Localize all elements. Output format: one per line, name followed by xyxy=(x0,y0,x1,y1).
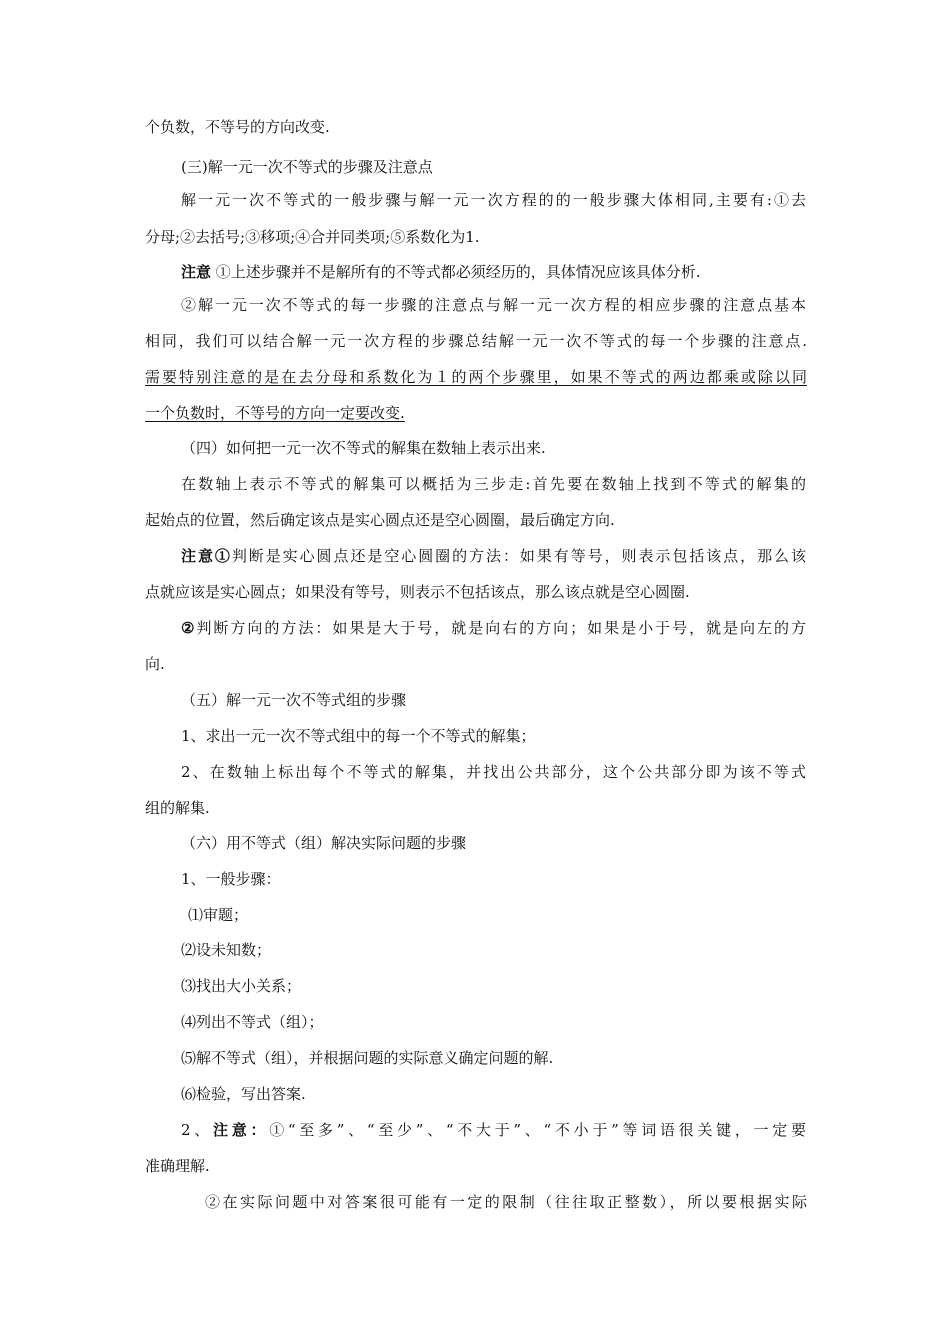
text: ⑴审题； xyxy=(188,906,249,924)
text: 判断是实心圆点还是空心圆圈的方法：如果有等号，则表示包括该点，那么该 xyxy=(231,547,806,565)
note-line xyxy=(181,546,806,566)
note-line xyxy=(181,618,806,638)
text: 一个负数时，不等号的方向一定要改变. xyxy=(145,404,405,422)
paragraph-line xyxy=(145,1156,815,1176)
paragraph-line xyxy=(145,227,815,247)
text: 向. xyxy=(145,655,165,673)
section-heading-6 xyxy=(181,833,851,853)
text: 个负数，不等号的方向改变. xyxy=(145,118,330,136)
paragraph-line xyxy=(181,474,806,494)
text: 相同，我们可以结合解一元一次方程的步骤总结解一元一次不等式的每一个步骤的注意点. xyxy=(145,332,807,350)
text: 1、求出一元一次不等式组中的每一个不等式的解集； xyxy=(181,727,536,745)
paragraph-line xyxy=(145,798,815,818)
text: ⑷列出不等式（组）； xyxy=(181,1013,324,1031)
text: ①上述步骤并不是解所有的不等式都必须经历的，具体情况应该具体分析. xyxy=(211,263,701,281)
underlined-line xyxy=(145,403,815,423)
note-line xyxy=(181,1120,806,1140)
section-heading-4 xyxy=(181,438,851,458)
list-item xyxy=(181,940,851,960)
text: 起始点的位置，然后确定该点是实心圆点还是空心圆圈，最后确定方向. xyxy=(145,511,615,529)
paragraph-line xyxy=(145,654,815,674)
text: （四）如何把一元一次不等式的解集在数轴上表示出来. xyxy=(181,439,546,457)
note-label: 注意 xyxy=(181,263,212,281)
text: 需要特别注意的是在去分母和系数化为１的两个步骤里，如果不等式的两边都乘或除以同 xyxy=(145,368,807,386)
text: ⑵设未知数； xyxy=(181,941,272,959)
list-item xyxy=(181,869,851,889)
text: (三)解一元一次不等式的步骤及注意点 xyxy=(181,158,433,176)
list-item xyxy=(181,762,806,782)
text: 分母;②去括号;③移项;④合并同类项;⑤系数化为1. xyxy=(145,228,480,246)
list-item xyxy=(181,1084,851,1104)
list-item xyxy=(181,1048,851,1068)
note-label: 注意： xyxy=(213,1121,270,1139)
note-label: ② xyxy=(181,619,197,637)
paragraph-line xyxy=(181,295,806,315)
list-item xyxy=(188,905,858,925)
text: （六）用不等式（组）解决实际问题的步骤 xyxy=(181,834,467,852)
text: （五）解一元一次不等式组的步骤 xyxy=(181,691,407,709)
list-item xyxy=(181,726,851,746)
list-number: 2、 xyxy=(181,1121,213,1139)
text: 1、一般步骤： xyxy=(181,870,281,888)
note-label: 注意① xyxy=(181,547,232,565)
paragraph-line xyxy=(181,190,806,210)
note-line xyxy=(181,262,851,282)
text: 2、在数轴上标出每个不等式的解集，并找出公共部分，这个公共部分即为该不等式 xyxy=(181,763,806,781)
paragraph-line xyxy=(145,510,815,530)
list-item xyxy=(181,1012,851,1032)
paragraph-line xyxy=(205,1192,807,1212)
text: 组的解集. xyxy=(145,799,210,817)
text: 在数轴上表示不等式的解集可以概括为三步走:首先要在数轴上找到不等式的解集的 xyxy=(181,475,806,493)
text: 点就应该是实心圆点；如果没有等号，则表示不包括该点，那么该点就是空心圆圈. xyxy=(145,583,690,601)
underlined-line xyxy=(145,367,807,387)
text: ②在实际问题中对答案很可能有一定的限制（往往取正整数），所以要根据实际 xyxy=(205,1193,807,1211)
list-item xyxy=(181,976,851,996)
text: ⑹检验，写出答案. xyxy=(181,1085,306,1103)
text: ①“至多”、“至少”、“不大于”、“不小于”等词语很关键，一定要 xyxy=(269,1121,806,1139)
section-heading-3 xyxy=(181,157,851,177)
text: 准确理解. xyxy=(145,1157,210,1175)
paragraph-line xyxy=(145,331,807,351)
paragraph-line xyxy=(145,117,815,137)
section-heading-5 xyxy=(181,690,851,710)
text: 判断方向的方法：如果是大于号，就是向右的方向；如果是小于号，就是向左的方 xyxy=(196,619,806,637)
text: ⑶找出大小关系； xyxy=(181,977,302,995)
paragraph-line xyxy=(145,582,815,602)
text: 解一元一次不等式的一般步骤与解一元一次方程的的一般步骤大体相同,主要有:①去 xyxy=(181,191,806,209)
text: ⑸解不等式（组），并根据问题的实际意义确定问题的解. xyxy=(181,1049,554,1067)
text: ②解一元一次不等式的每一步骤的注意点与解一元一次方程的相应步骤的注意点基本 xyxy=(181,296,806,314)
